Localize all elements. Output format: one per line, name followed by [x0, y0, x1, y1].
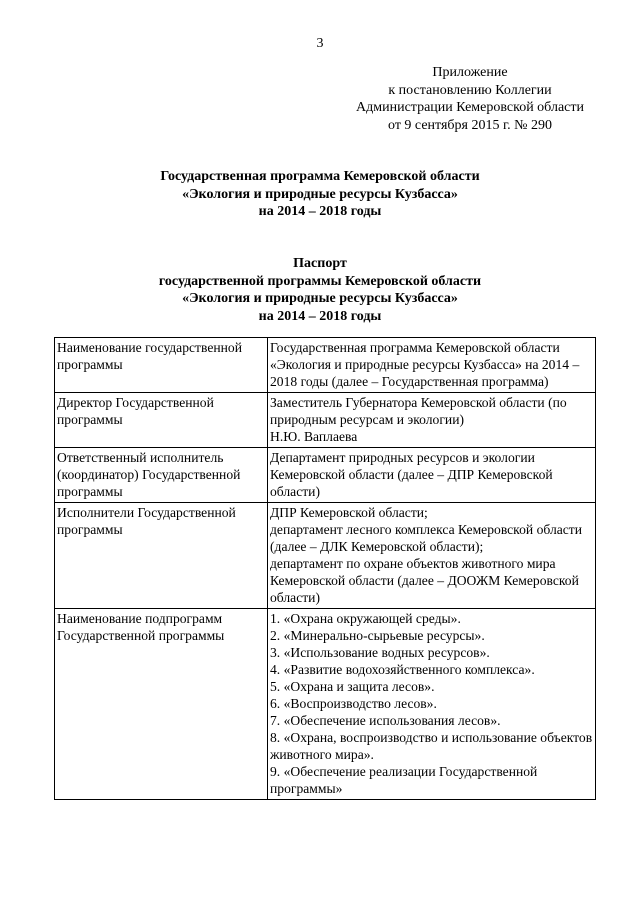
row-value [268, 393, 596, 448]
row-label: Исполнители Государственной программы [55, 503, 268, 609]
subprogram-item: 2. «Минерально-сырьевые ресурсы». [270, 628, 485, 643]
subprogram-item: 5. «Охрана и защита лесов». [270, 679, 435, 694]
subprogram-item: 1. «Охрана окружающей среды». [270, 611, 461, 626]
row-label: Директор Государственной программы [55, 393, 268, 448]
row-label: Ответственный исполнитель (координатор) Государственной программы [55, 448, 268, 503]
subprogram-item: 3. «Использование водных ресурсов». [270, 645, 490, 660]
value-line: департамент по охране объектов животного мира Кемеровской области (далее – ДООЖМ Кемеровской области) [270, 556, 579, 605]
value-line: Государственная программа Кемеровской области «Экология и природные ресурсы Кузбасса» на 2014 – 2018 годы (далее – Государственная программа) [270, 340, 580, 389]
title-line: Государственная программа Кемеровской области [160, 169, 480, 184]
document-title [0, 168, 640, 221]
table-row [55, 609, 596, 800]
title-line: «Экология и природные ресурсы Кузбасса» [182, 186, 458, 202]
subprogram-item: 6. «Воспроизводство лесов». [270, 696, 437, 711]
row-label: Наименование государственной программы [55, 338, 268, 393]
passport-title-line: на 2014 – 2018 годы [258, 308, 382, 324]
value-line: Департамент природных ресурсов и экологии Кемеровской области (далее – ДПР Кемеровской области) [270, 450, 553, 499]
appendix-line: Приложение [432, 65, 508, 80]
passport-table [54, 337, 596, 800]
subprogram-item: 9. «Обеспечение реализации Государственной программы» [270, 764, 538, 796]
value-line: департамент лесного комплекса Кемеровской области (далее – ДЛК Кемеровской области); [270, 522, 583, 554]
row-label: Наименование подпрограмм Государственной программы [55, 609, 268, 800]
passport-title-line: Паспорт [293, 256, 347, 271]
subprogram-item: 4. «Развитие водохозяйственного комплекса». [270, 662, 535, 677]
appendix-block [330, 64, 610, 134]
value-line: ДПР Кемеровской области; [270, 505, 428, 520]
table-row [55, 393, 596, 448]
passport-title [0, 255, 640, 325]
row-value [268, 503, 596, 609]
table-row [55, 338, 596, 393]
appendix-line: от 9 сентября 2015 г. № 290 [388, 117, 552, 133]
value-line: Заместитель Губернатора Кемеровской области (по природным ресурсам и экологии) [270, 395, 567, 427]
row-value [268, 448, 596, 503]
passport-title-line: государственной программы Кемеровской области [158, 273, 482, 289]
subprogram-item: 8. «Охрана, воспроизводство и использование объектов животного мира». [270, 730, 593, 762]
row-value [268, 338, 596, 393]
page-number: 3 [316, 36, 324, 51]
table-row [55, 448, 596, 503]
appendix-line: Администрации Кемеровской области [356, 100, 584, 115]
passport-title-line: «Экология и природные ресурсы Кузбасса» [182, 291, 458, 306]
table-row [55, 503, 596, 609]
row-value [268, 609, 596, 800]
subprogram-item: 7. «Обеспечение использования лесов». [270, 713, 501, 728]
appendix-line: к постановлению Коллегии [388, 82, 552, 98]
value-line: Н.Ю. Ваплаева [270, 429, 358, 444]
title-line: на 2014 – 2018 годы [258, 204, 382, 219]
